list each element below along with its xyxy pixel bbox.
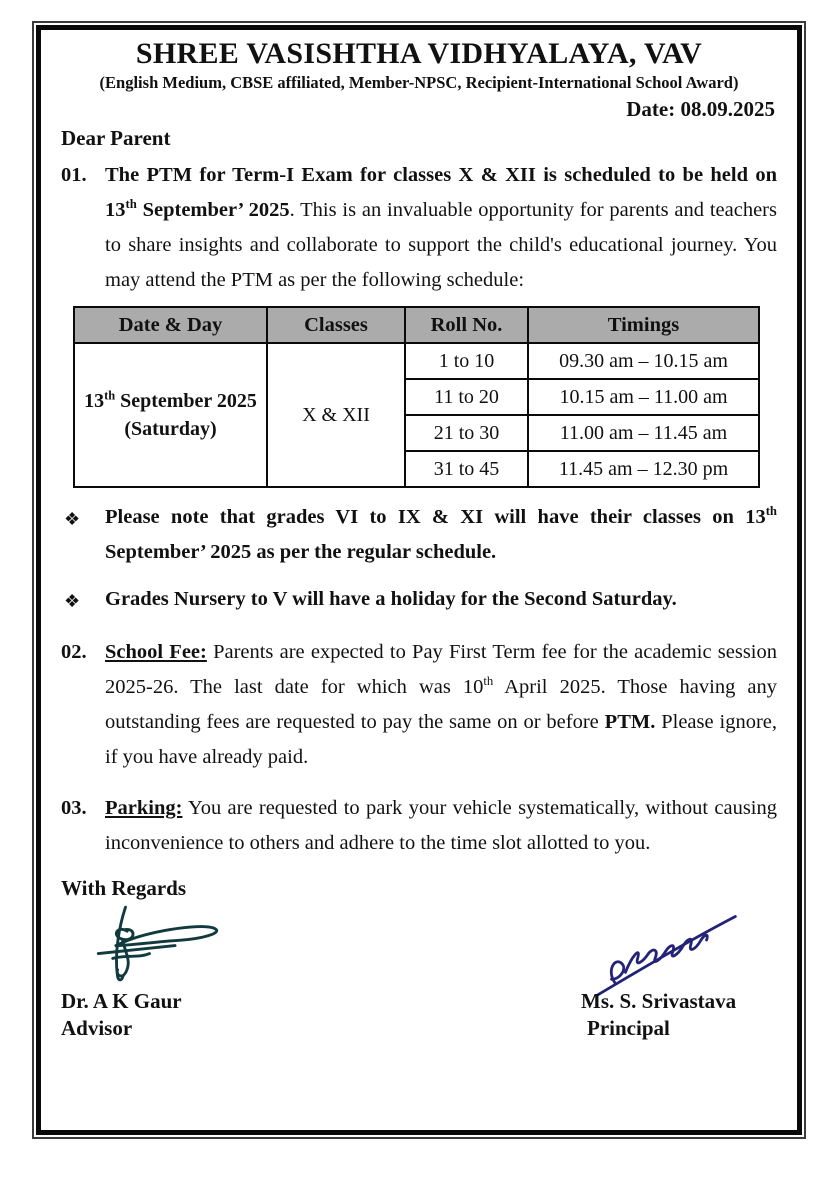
item-03 [61, 791, 777, 861]
roll-cell: 31 to 45 [405, 451, 528, 487]
col-header-timings: Timings [528, 307, 759, 343]
note-holiday-text: Grades Nursery to V will have a holiday for the Second Saturday. [105, 588, 677, 610]
item-03-text: Parking: You are requested to park your vehicle systematically, without causing inconvenience to others and adhere to the time slot allotted to you. [105, 797, 777, 854]
roll-cell: 21 to 30 [405, 415, 528, 451]
signatory-names [61, 988, 777, 1042]
notice-date: Date: 08.09.2025 [626, 97, 775, 121]
signature-row [61, 904, 777, 986]
principal-block [581, 988, 777, 1042]
item-03-number: 03. [61, 797, 87, 819]
advisor-role: Advisor [61, 1016, 133, 1040]
date-day-cell: 13th September 2025 (Saturday) [74, 343, 267, 487]
principal-signature-stroke [597, 916, 735, 995]
note-regular-classes-text: Please note that grades VI to IX & XI will have their classes on 13th September’ 2025 as per the regular schedule. [105, 504, 777, 563]
advisor-block [61, 988, 182, 1042]
table-header-row [74, 307, 759, 343]
timing-cell: 11.45 am – 12.30 pm [528, 451, 759, 487]
school-subtitle: (English Medium, CBSE affiliated, Member-NPSC, Recipient-International School Award) [99, 73, 739, 92]
page-border [36, 25, 802, 1135]
item-02 [61, 635, 777, 775]
ptm-schedule-table [73, 306, 760, 488]
principal-role: Principal [587, 1016, 670, 1040]
timing-cell: 10.15 am – 11.00 am [528, 379, 759, 415]
table-row [74, 343, 759, 379]
note-holiday [61, 582, 777, 619]
item-01 [61, 158, 777, 298]
advisor-signature [65, 904, 250, 989]
note-regular-classes [61, 500, 777, 570]
advisor-signature-stroke [98, 946, 175, 954]
principal-name: Ms. S. Srivastava [581, 989, 737, 1013]
classes-cell: X & XII [267, 343, 405, 487]
salutation: Dear Parent [61, 126, 171, 150]
item-01-text: The PTM for Term-I Exam for classes X & XII is scheduled to be held on 13th September’ 2025. This is an invaluable opportunity for parents and teachers to share insights and collaborate to support the child's educational journey. You may attend the PTM as per the following schedule: [105, 164, 777, 291]
item-01-number: 01. [61, 164, 87, 186]
col-header-date-day: Date & Day [74, 307, 267, 343]
item-02-text: School Fee: Parents are expected to Pay First Term fee for the academic session 2025-26. The last date for which was 10th April 2025. Those having any outstanding fees are requested to pay the same on or before PTM. Please ignore, if you have already paid. [105, 641, 778, 768]
col-header-roll-no: Roll No. [405, 307, 528, 343]
item-02-number: 02. [61, 641, 87, 663]
col-header-classes: Classes [267, 307, 405, 343]
roll-cell: 11 to 20 [405, 379, 528, 415]
closing-regards: With Regards [61, 876, 187, 900]
diamond-bullet-icon: ❖ [64, 591, 81, 611]
diamond-bullet-icon: ❖ [64, 509, 81, 529]
advisor-signature-stroke [113, 954, 150, 959]
timing-cell: 09.30 am – 10.15 am [528, 343, 759, 379]
advisor-name: Dr. A K Gaur [61, 989, 182, 1013]
roll-cell: 1 to 10 [405, 343, 528, 379]
timing-cell: 11.00 am – 11.45 am [528, 415, 759, 451]
school-name: SHREE VASISHTHA VIDHYALAYA, VAV [135, 37, 703, 70]
